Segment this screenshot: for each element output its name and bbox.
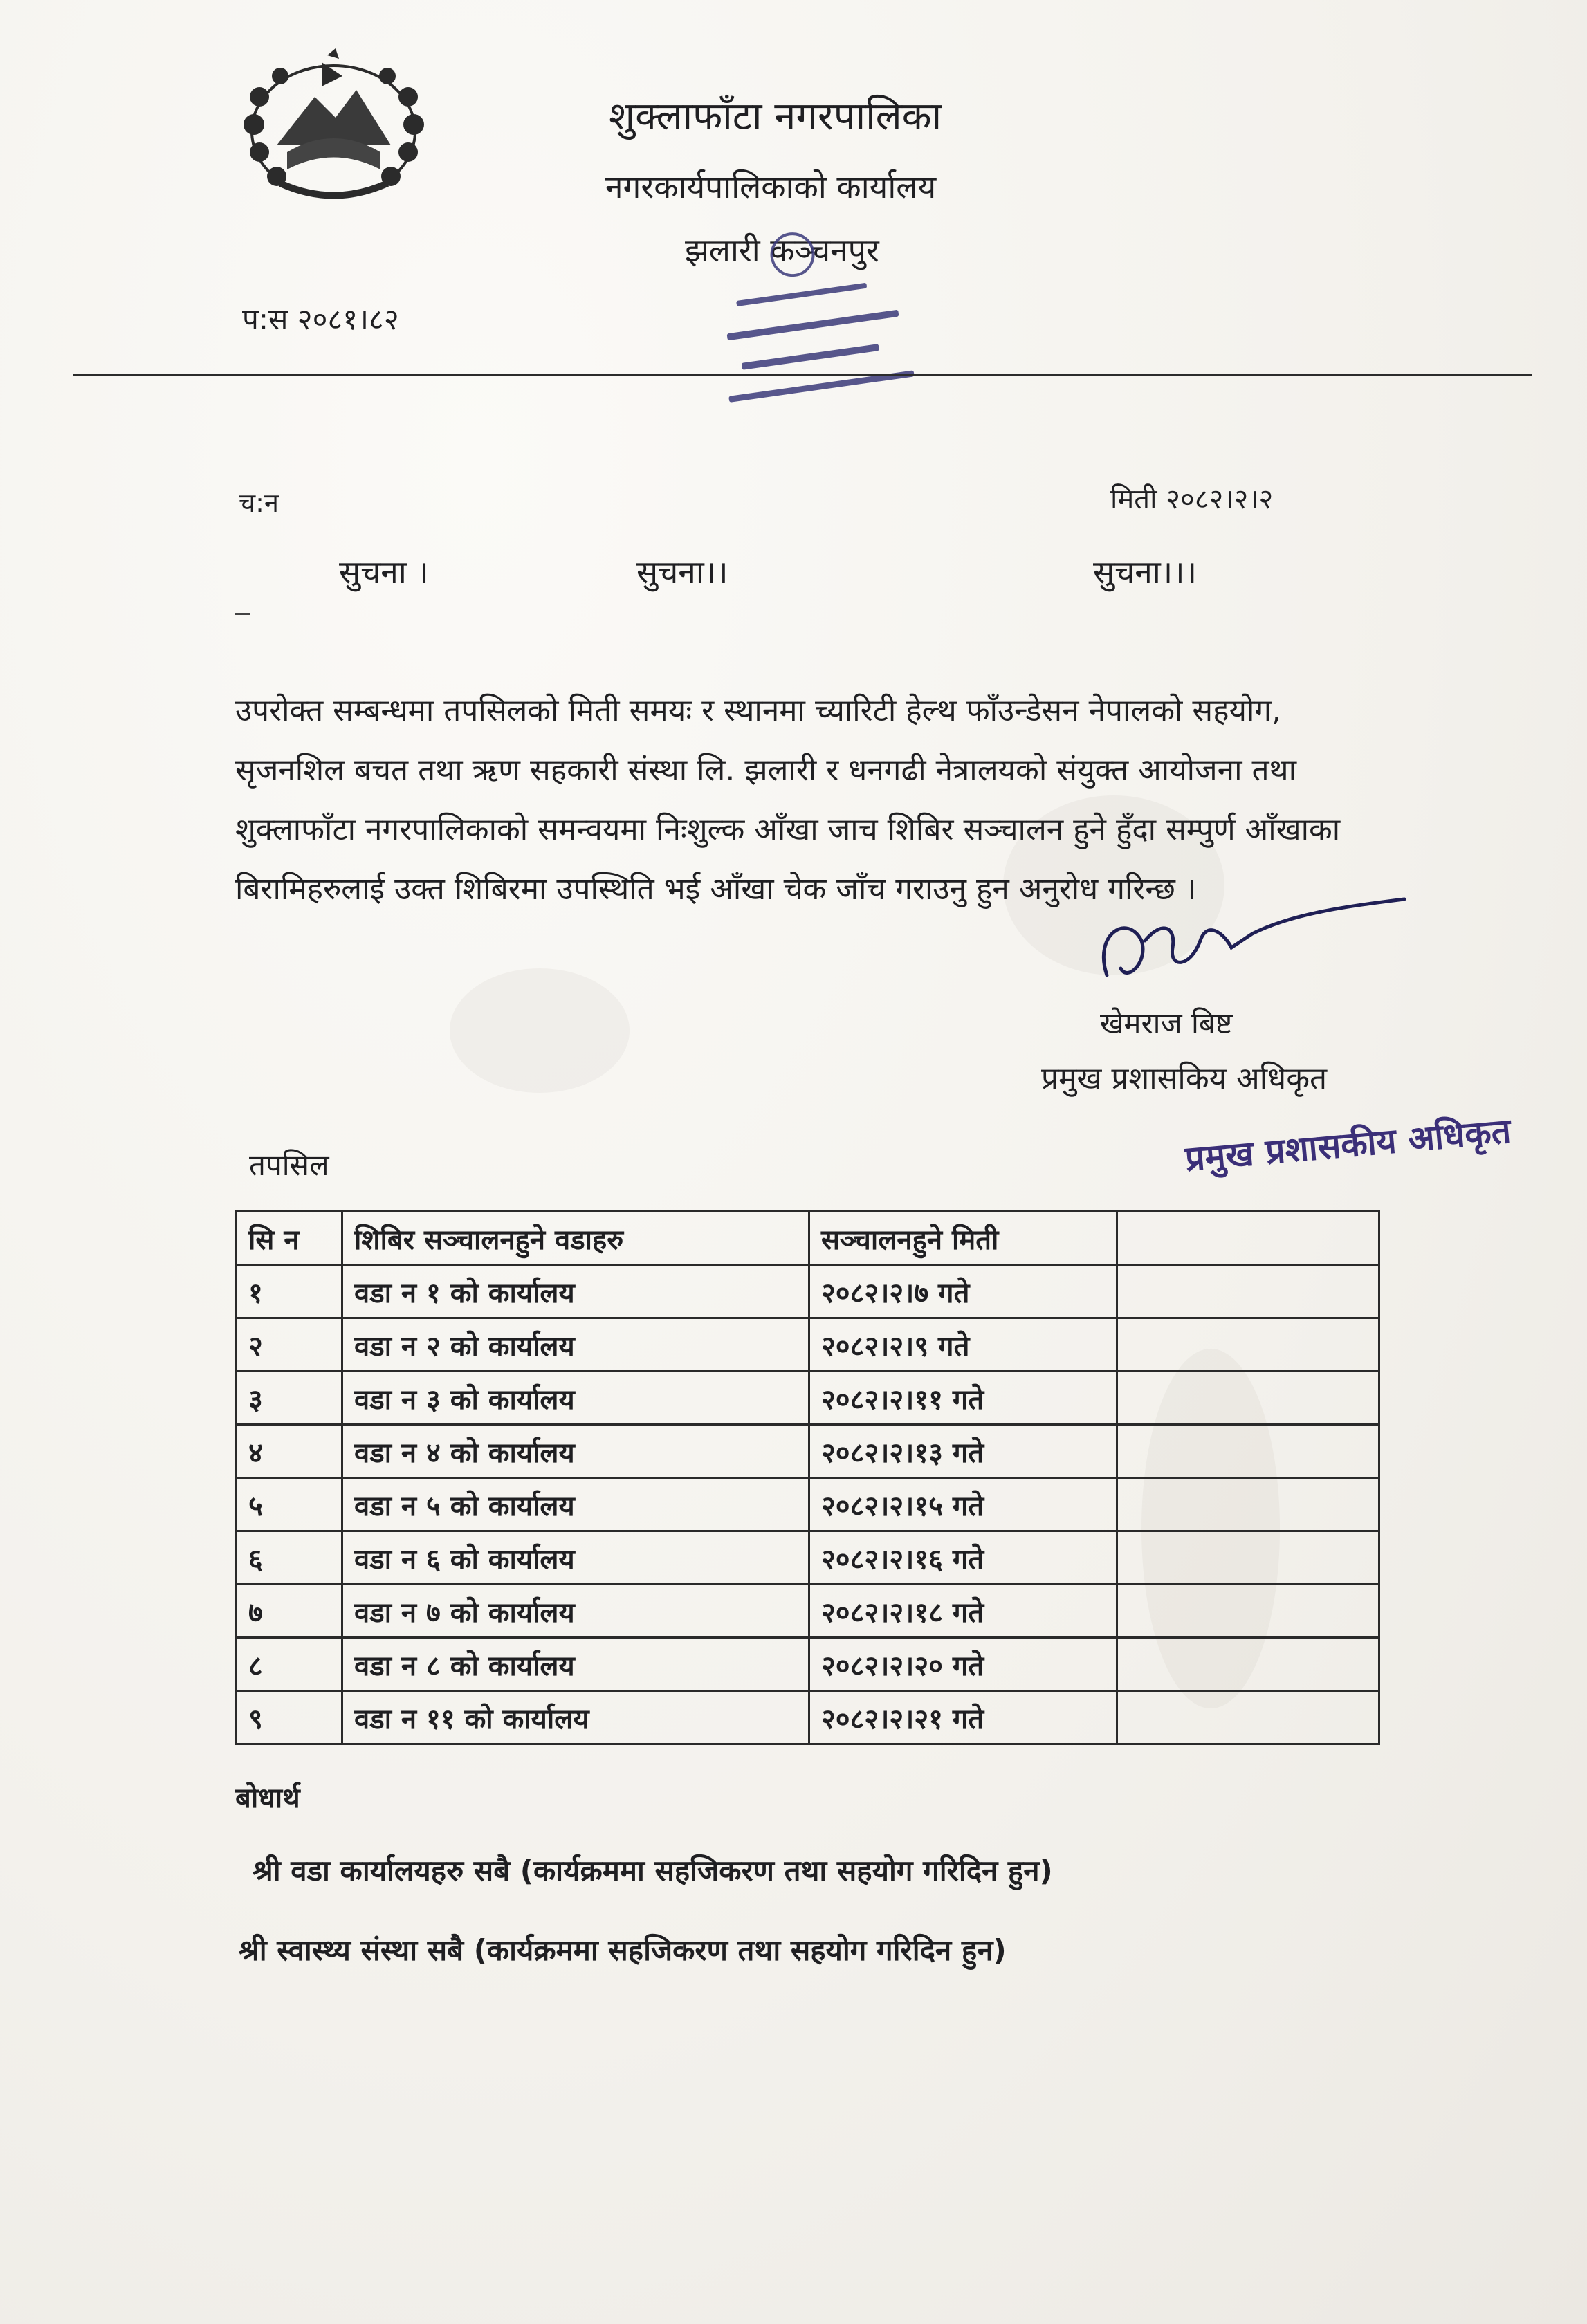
table-row (237, 1531, 1379, 1585)
table-row (237, 1585, 1379, 1638)
blank-cell (1117, 1265, 1379, 1318)
serial-number-cell: ७ (237, 1585, 342, 1638)
serial-number-cell: ४ (237, 1425, 342, 1478)
camp-date-cell: २०८२।२।१५ गते (809, 1478, 1117, 1531)
office-seal (699, 225, 927, 425)
serial-number-cell: ८ (237, 1638, 342, 1691)
letter-date: मिती २०८२।२।२ (1110, 483, 1274, 515)
camp-date-cell: २०८२।२।१८ गते (809, 1585, 1117, 1638)
signatory-title: प्रमुख प्रशासकिय अधिकृत (1041, 1061, 1328, 1096)
serial-number-cell: ९ (237, 1691, 342, 1744)
camp-schedule-table (235, 1210, 1380, 1745)
dispatch-number: च:न (239, 488, 279, 518)
table-row (237, 1318, 1379, 1372)
ward-office-cell: वडा न ४ को कार्यालय (342, 1425, 809, 1478)
org-name: शुक्लाफाँटा नगरपालिका (609, 94, 942, 139)
cc-label: बोधार्थ (235, 1782, 300, 1814)
column-header: शिबिर सञ्चालनहुने वडाहरु (342, 1212, 809, 1265)
column-header: सञ्चालनहुने मिती (809, 1212, 1117, 1265)
cc-recipient: श्री वडा कार्यालयहरु सबै (कार्यक्रममा सहजिकरण तथा सहयोग गरिदिन हुन) (253, 1854, 1053, 1888)
ward-office-cell: वडा न १ को कार्यालय (342, 1265, 809, 1318)
cc-recipient: श्री स्वास्थ्य संस्था सबै (कार्यक्रममा सहजिकरण तथा सहयोग गरिदिन हुन) (239, 1933, 1007, 1967)
table-row (237, 1478, 1379, 1531)
camp-date-cell: २०८२।२।२० गते (809, 1638, 1117, 1691)
serial-number-cell: ६ (237, 1531, 342, 1585)
camp-date-cell: २०८२।२।९ गते (809, 1318, 1117, 1372)
ward-office-cell: वडा न ७ को कार्यालय (342, 1585, 809, 1638)
ward-office-cell: वडा न ३ को कार्यालय (342, 1372, 809, 1425)
blank-cell (1117, 1318, 1379, 1372)
handwritten-signature (1086, 892, 1460, 1017)
serial-number-cell: १ (237, 1265, 342, 1318)
table-body (237, 1265, 1379, 1744)
blank-cell (1117, 1691, 1379, 1744)
ward-office-cell: वडा न ८ को कार्यालय (342, 1638, 809, 1691)
reference-number: प:स २०८१।८२ (242, 302, 399, 336)
ward-office-cell: वडा न ६ को कार्यालय (342, 1531, 809, 1585)
camp-date-cell: २०८२।२।१६ गते (809, 1531, 1117, 1585)
ward-office-cell: वडा न २ को कार्यालय (342, 1318, 809, 1372)
serial-number-cell: ३ (237, 1372, 342, 1425)
body-paragraph: उपरोक्त सम्बन्धमा तपसिलको मिती समयः र स्थानमा च्यारिटी हेल्थ फाँउन्डेसन नेपालको सहयोग, सृजनशिल बचत तथा ऋण सहकारी संस्था लि. झलारी र धनगढी नेत्रालयको संयुक्त आयोजना तथा शुक्लाफाँटा नगरपालिकाको समन्वयमा निःशुल्क आँखा जाच शिबिर सञ्चालन हुने हुँदा सम्पुर्ण आँखाका बिरामिहरुलाई उक्त शिबिरमा उपस्थिति भई आँखा चेक जाँच गराउनु हुन अनुरोध गरिन्छ । (235, 693, 1341, 907)
camp-date-cell: २०८२।२।१३ गते (809, 1425, 1117, 1478)
header-divider (73, 374, 1532, 376)
ward-office-cell: वडा न ११ को कार्यालय (342, 1691, 809, 1744)
blank-cell (1117, 1372, 1379, 1425)
office-address: झलारी कञ्चनपुर (685, 232, 879, 269)
table-row (237, 1691, 1379, 1744)
notice-heading: सुचना।।। (1093, 553, 1198, 591)
blank-cell (1117, 1638, 1379, 1691)
blank-cell (1117, 1478, 1379, 1531)
table-row (237, 1372, 1379, 1425)
table-row (237, 1425, 1379, 1478)
ward-office-cell: वडा न ५ को कार्यालय (342, 1478, 809, 1531)
signatory-name: खेमराज बिष्ट (1100, 1006, 1233, 1040)
column-header (1117, 1212, 1379, 1265)
office-name: नगरकार्यपालिकाको कार्यालय (605, 168, 937, 205)
paper-stain (450, 968, 630, 1093)
notice-heading: सुचना । (339, 553, 429, 591)
table-row (237, 1265, 1379, 1318)
table-header-row (237, 1212, 1379, 1265)
nepal-emblem-logo (239, 48, 429, 208)
camp-date-cell: २०८२।२।७ गते (809, 1265, 1117, 1318)
serial-number-cell: २ (237, 1318, 342, 1372)
designation-stamp: प्रमुख प्रशासकीय अधिकृत (1183, 1110, 1513, 1179)
dash-mark (235, 613, 250, 615)
notice-heading: सुचना।। (636, 553, 728, 591)
column-header: सि न (237, 1212, 342, 1265)
camp-date-cell: २०८२।२।११ गते (809, 1372, 1117, 1425)
blank-cell (1117, 1531, 1379, 1585)
table-row (237, 1638, 1379, 1691)
schedule-label: तपसिल (249, 1148, 329, 1182)
blank-cell (1117, 1585, 1379, 1638)
blank-cell (1117, 1425, 1379, 1478)
serial-number-cell: ५ (237, 1478, 342, 1531)
camp-date-cell: २०८२।२।२१ गते (809, 1691, 1117, 1744)
